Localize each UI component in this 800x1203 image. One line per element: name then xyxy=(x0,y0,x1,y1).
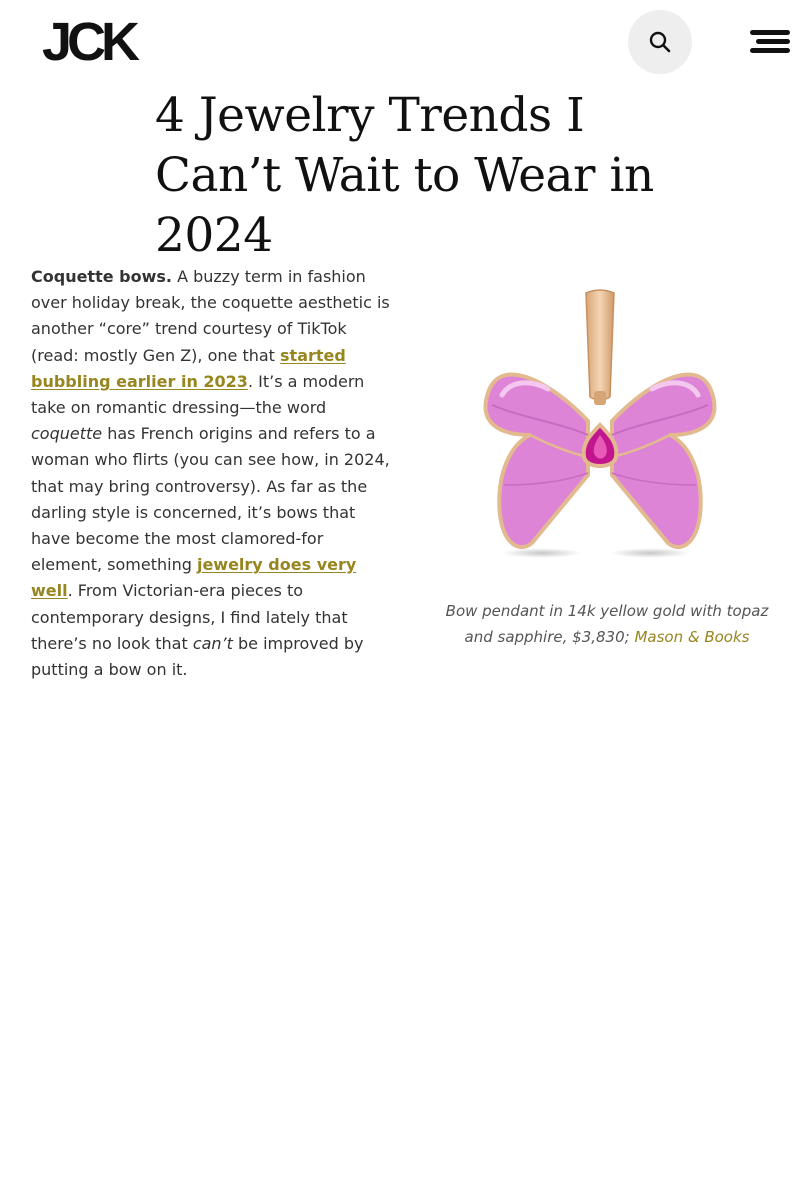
link-started-bubbling[interactable]: started bubbling earlier in 2023 xyxy=(31,345,346,391)
image-caption: Bow pendant in 14k yellow gold with topaz and sapphire, $3,830; Mason & Books xyxy=(445,602,769,646)
link-jewelry-does-very-well[interactable]: jewelry does very well xyxy=(31,555,357,601)
bow-pendant-image xyxy=(430,285,800,585)
caption-credit-link[interactable]: Mason & Books xyxy=(634,628,750,646)
search-button[interactable] xyxy=(628,10,692,74)
section-lead: Coquette bows. xyxy=(31,267,172,286)
jck-logo[interactable]: JCK xyxy=(42,12,136,72)
article-paragraph: Coquette bows. A buzzy term in fashion over holiday break, the coquette aesthetic is another “core” trend courtesy of TikTok (read: mostly Gen Z), one that started bubbling earlier in 2023. It’s a modern take on romantic dressing—the word coquette has French origins and refers to a woman who flirts (you can see how, in 2024, that may bring controversy). As far as the darling style is concerned, it’s bows that have become the most clamored-for element, something jewelry does very well. From Victorian-era pieces to contemporary designs, I find lately that there’s no look that can’t be improved by putting a bow on it. xyxy=(31,267,390,680)
hamburger-menu-icon xyxy=(750,30,790,35)
search-icon xyxy=(648,30,672,54)
menu-button[interactable] xyxy=(746,26,794,58)
article-title: 4 Jewelry Trends I Can’t Wait to Wear in 2024 xyxy=(155,88,654,263)
